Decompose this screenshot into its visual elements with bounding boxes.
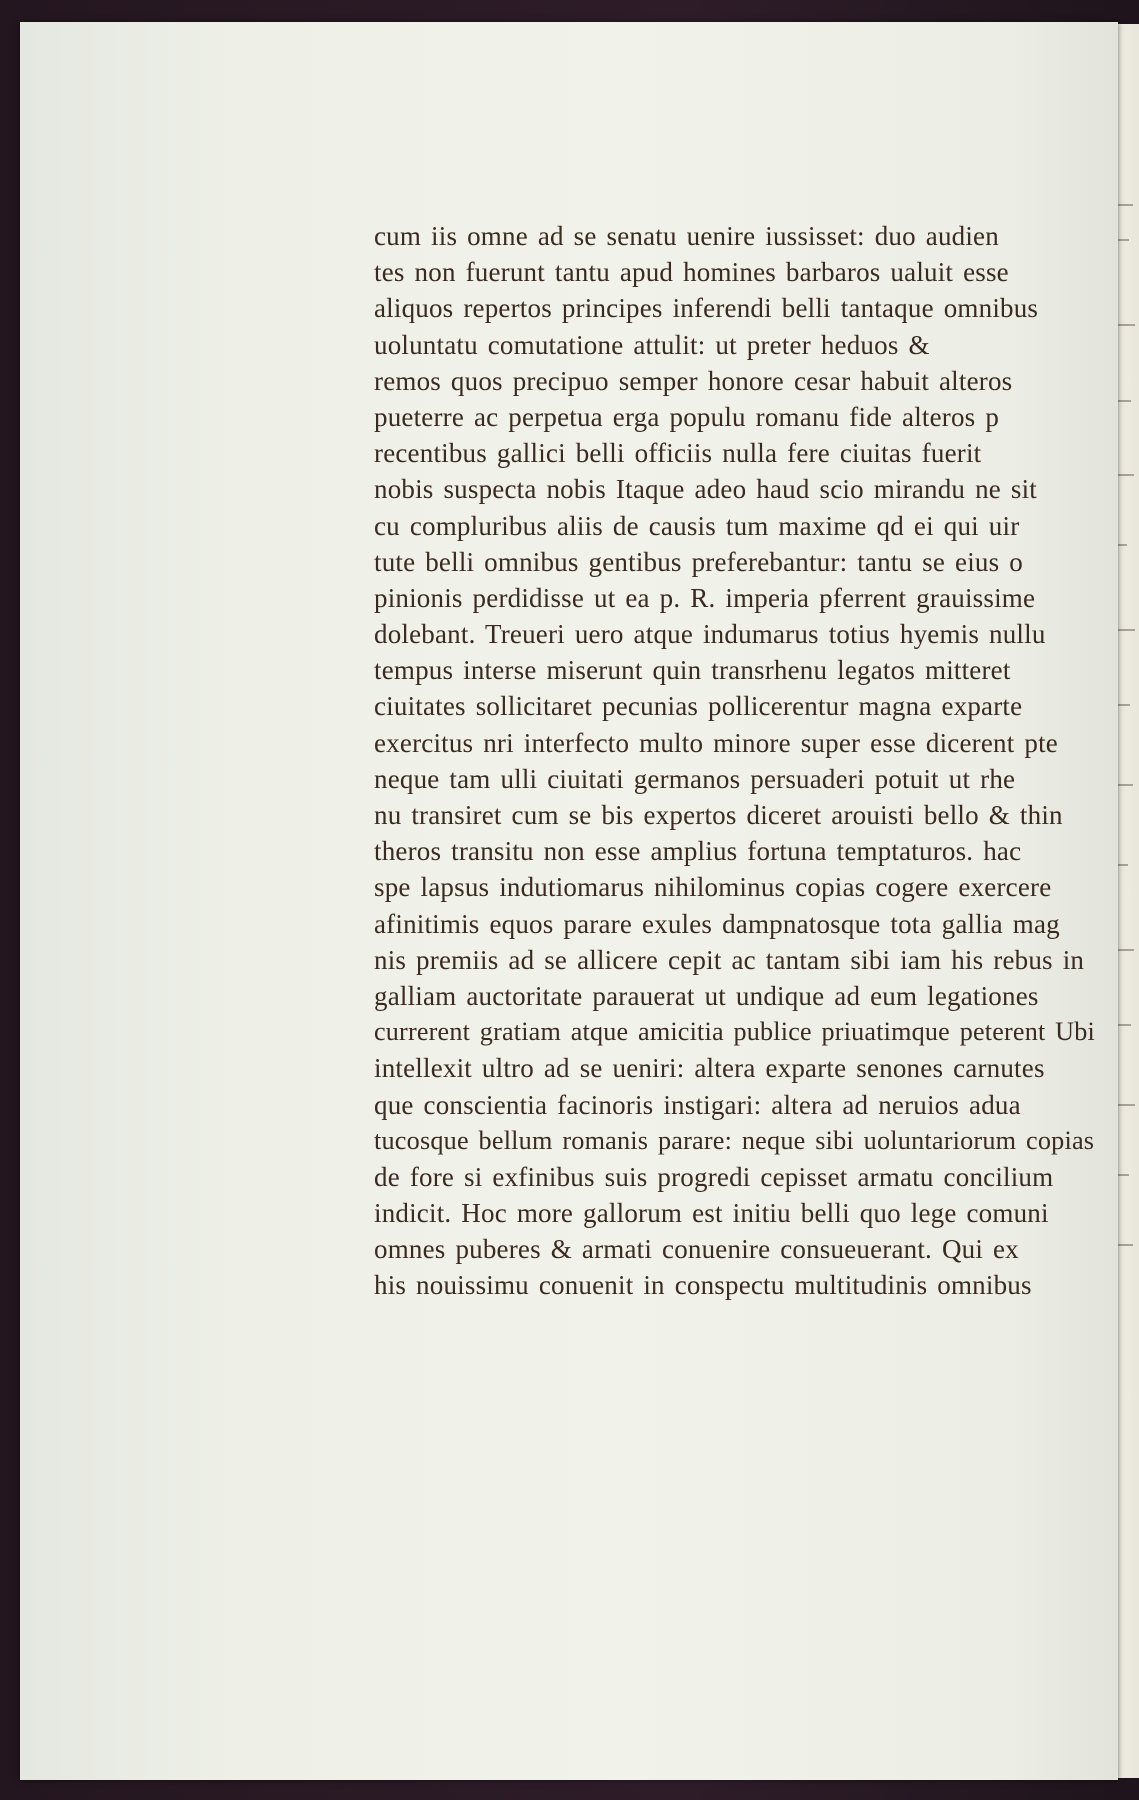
bleed-mark bbox=[1115, 324, 1135, 326]
text-line: spe lapsus indutiomarus nihilominus copias cogere exercere bbox=[374, 872, 1052, 903]
text-line: tute belli omnibus gentibus preferebantur: tantu se eius o bbox=[374, 546, 1023, 577]
text-line: neque tam ulli ciuitati germanos persuaderi potuit ut rhe bbox=[374, 763, 1016, 794]
bleed-mark bbox=[1115, 629, 1135, 631]
text-line: indicit. Hoc more gallorum est initiu belli quo lege comuni bbox=[374, 1198, 1049, 1229]
manuscript-text-block bbox=[374, 218, 1094, 1304]
text-line: que conscientia facinoris instigari: altera ad neruios adua bbox=[374, 1089, 1021, 1120]
text-line: remos quos precipuo semper honore cesar habuit alteros bbox=[374, 365, 1013, 396]
text-line: dolebant. Treueri uero atque indumarus totius hyemis nullu bbox=[374, 619, 1046, 650]
text-line: nobis suspecta nobis Itaque adeo haud scio mirandu ne sit bbox=[374, 474, 1038, 505]
text-line: ciuitates sollicitaret pecunias pollicerentur magna exparte bbox=[374, 691, 1023, 722]
text-line: pinionis perdidisse ut ea p. R. imperia pferrent grauissime bbox=[374, 582, 1036, 613]
text-line: theros transitu non esse amplius fortuna temptaturos. hac bbox=[374, 836, 1022, 867]
text-line: currerent gratiam atque amicitia publice priuatimque peterent Ubi bbox=[374, 1017, 1095, 1047]
text-line: afinitimis equos parare exules dampnatosque tota gallia mag bbox=[374, 908, 1060, 939]
text-line: nu transiret cum se bis expertos diceret arouisti bello & thin bbox=[374, 800, 1063, 830]
text-line: pueterre ac perpetua erga populu romanu fide alteros p bbox=[374, 401, 1000, 432]
text-line: recentibus gallici belli officiis nulla fere ciuitas fuerit bbox=[374, 438, 982, 469]
text-line: omnes puberes & armati conuenire consueuerant. Qui ex bbox=[374, 1234, 1019, 1265]
text-line: aliquos repertos principes inferendi belli tantaque omnibus bbox=[374, 293, 1039, 324]
bleed-mark bbox=[1115, 1104, 1135, 1106]
text-line: cum iis omne ad se senatu uenire iussisset: duo audien bbox=[374, 221, 999, 251]
text-line: tes non fuerunt tantu apud homines barbaros ualuit esse bbox=[374, 257, 1009, 288]
text-line: de fore si exfinibus suis progredi cepisset armatu concilium bbox=[374, 1161, 1054, 1192]
text-line: tucosque bellum romanis parare: neque sibi uoluntariorum copias bbox=[374, 1125, 1095, 1155]
text-line: cu compluribus aliis de causis tum maxime qd ei qui uir bbox=[374, 510, 1020, 541]
text-line: tempus interse miserunt quin transrhenu legatos mitteret bbox=[374, 655, 1011, 686]
text-line: uoluntatu comutatione attulit: ut preter heduos & bbox=[374, 329, 930, 360]
text-line: exercitus nri interfecto multo minore super esse dicerent pte bbox=[374, 727, 1058, 758]
text-line: nis premiis ad se allicere cepit ac tantam sibi iam his rebus in bbox=[374, 944, 1085, 975]
text-line: galliam auctoritate parauerat ut undique ad eum legationes bbox=[374, 980, 1039, 1011]
text-line: his nouissimu conuenit in conspectu multitudinis omnibus bbox=[374, 1270, 1032, 1301]
text-line: intellexit ultro ad se ueniri: altera exparte senones carnutes bbox=[374, 1053, 1045, 1084]
